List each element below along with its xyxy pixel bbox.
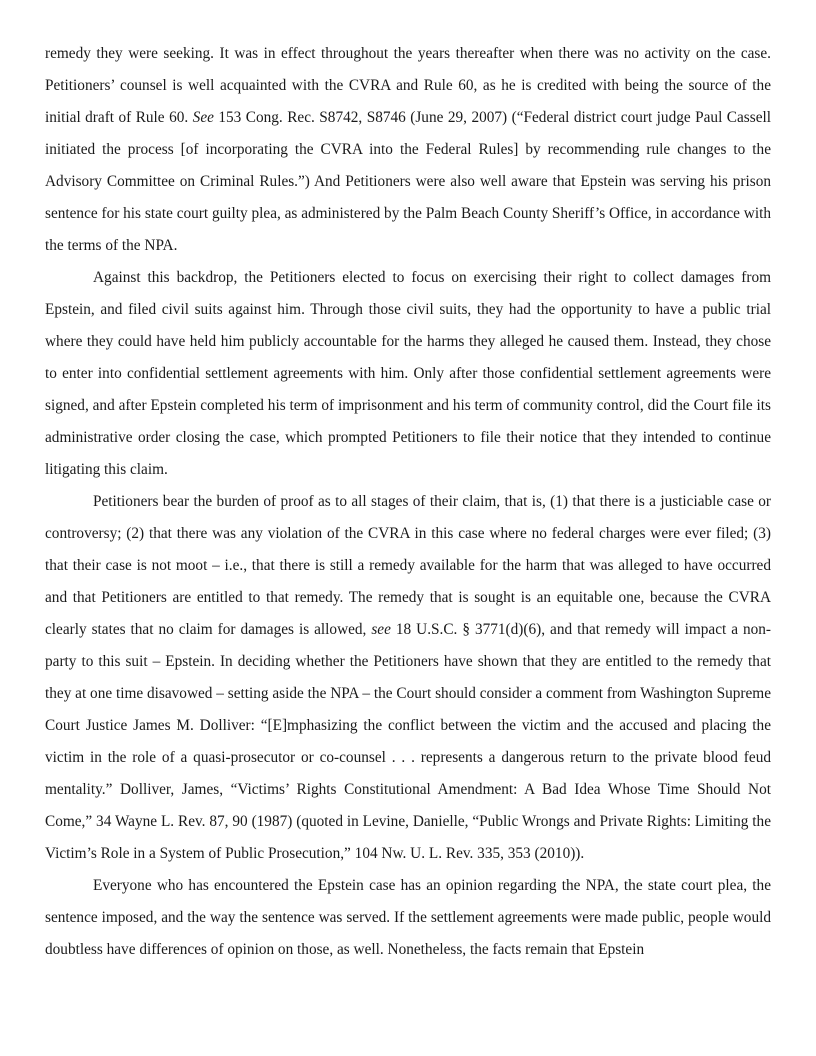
paragraph-public-opinion bbox=[45, 870, 771, 966]
paragraph-text: remedy they were seeking. It was in effect throughout the years thereafter when there was no activity on the case. Petitioners’ counsel is well acquainted with the CVRA and Rule 60, as he is credited with being the source of the initial draft of Rule 60. bbox=[45, 45, 771, 126]
paragraph-text: Petitioners bear the burden of proof as to all stages of their claim, that is, (1) that there is a justiciable case or controversy; (2) that there was any violation of the CVRA in this case where no federal charges were ever filed; (3) that their case is not moot – i.e., that there is still a remedy available for the harm that was alleged to have occurred and that Petitioners are entitled to that remedy. The remedy that is sought is an equitable one, because the CVRA clearly states that no claim for damages is allowed, bbox=[45, 493, 771, 638]
paragraph-text: 153 Cong. Rec. S8742, S8746 (June 29, 2007) (“Federal district court judge Paul Cassell initiated the process [of incorporating the CVRA into the Federal Rules] by recommending rule changes to the Advisory Committee on Criminal Rules.”) And Petitioners were also well aware that Epstein was serving his prison sentence for his state court guilty plea, as administered by the Palm Beach County Sheriff’s Office, in accordance with the terms of the NPA. bbox=[45, 109, 771, 254]
document-page bbox=[45, 38, 771, 966]
citation-signal-see: See bbox=[192, 109, 214, 126]
paragraph-remedy-context bbox=[45, 38, 771, 262]
paragraph-text: 18 U.S.C. § 3771(d)(6), and that remedy will impact a non-party to this suit – Epstein. In deciding whether the Petitioners have shown that they are entitled to the remedy that they at one time disavowed – setting aside the NPA – the Court should consider a comment from Washington Supreme Court Justice James M. Dolliver: “[E]mphasizing the conflict between the victim and the accused and placing the victim in the role of a quasi-prosecutor or co-counsel . . . represents a dangerous return to the private blood feud mentality.” Dolliver, James, “Victims’ Rights Constitutional Amendment: A Bad Idea Whose Time Should Not Come,” 34 Wayne L. Rev. 87, 90 (1987) (quoted in Levine, Danielle, “Public Wrongs and Private Rights: Limiting the Victim’s Role in a System of Public Prosecution,” 104 Nw. U. L. Rev. 335, 353 (2010)). bbox=[45, 621, 771, 862]
paragraph-backdrop bbox=[45, 262, 771, 486]
paragraph-text: Everyone who has encountered the Epstein case has an opinion regarding the NPA, the state court plea, the sentence imposed, and the way the sentence was served. If the settlement agreements were made public, people would doubtless have differences of opinion on those, as well. Nonetheless, the facts remain that Epstein bbox=[45, 877, 771, 958]
paragraph-burden-of-proof bbox=[45, 486, 771, 870]
paragraph-text: Against this backdrop, the Petitioners elected to focus on exercising their right to collect damages from Epstein, and filed civil suits against him. Through those civil suits, they had the opportunity to have a public trial where they could have held him publicly accountable for the harms they alleged he caused them. Instead, they chose to enter into confidential settlement agreements with him. Only after those confidential settlement agreements were signed, and after Epstein completed his term of imprisonment and his term of community control, did the Court file its administrative order closing the case, which prompted Petitioners to file their notice that they intended to continue litigating this claim. bbox=[45, 269, 771, 478]
citation-signal-see: see bbox=[371, 621, 391, 638]
